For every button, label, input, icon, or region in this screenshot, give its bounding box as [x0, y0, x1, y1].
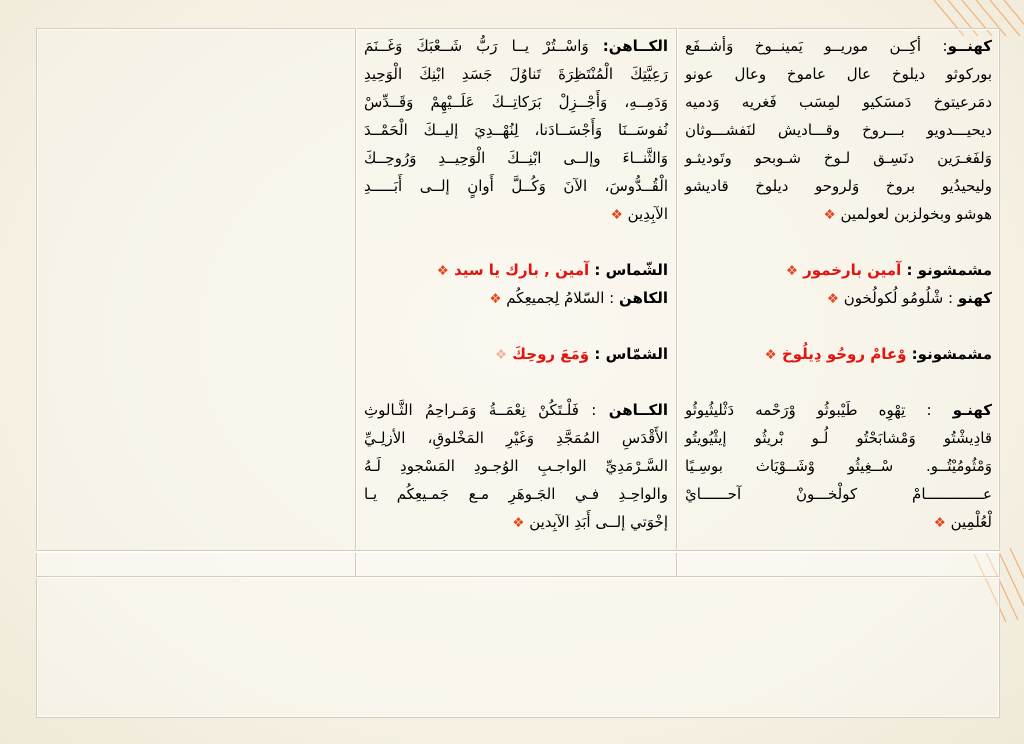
bullet-icon: ❖	[436, 263, 449, 279]
line-content	[364, 457, 668, 475]
bullet-icon: ❖	[785, 263, 798, 279]
prayer-text: : شْلُومُو لُكولُخون	[839, 289, 958, 307]
text-line	[685, 256, 992, 284]
prayer-text: وَاسْــتُرْ يــا رَبُّ شَــعْبَكَ وَغَــنَمَ	[364, 37, 603, 55]
prayer-text: : أكِــن موريــو يَمينــوخ وَأشــفَع	[685, 37, 948, 55]
bullet-icon: ❖	[823, 207, 836, 223]
line-content	[364, 37, 668, 55]
text-line	[685, 508, 992, 536]
response-text: آمين , بارك يا سيد	[448, 261, 590, 279]
text-block	[685, 340, 992, 368]
text-line	[685, 172, 992, 200]
line-content	[685, 401, 992, 419]
text-line	[364, 452, 668, 480]
prayer-text: : تِهْوِه طَيْبوثُو وْرَحْمه دَثْليثُيوثُو	[685, 401, 953, 419]
text-line	[364, 88, 668, 116]
prayer-text: وليحيدُيو بروخ وَلروحو ديلوخ قاديشو	[685, 177, 992, 195]
utterance	[685, 340, 992, 368]
text-line	[685, 452, 992, 480]
text-block	[364, 396, 668, 536]
text-line	[685, 424, 992, 452]
speaker-label: مشمشونو :	[901, 261, 992, 279]
line-content	[364, 149, 668, 167]
utterance	[364, 396, 668, 536]
prayer-text: والواحِـدِ فـي الجَـوهَرِ مـع جَمـيعِكُم يـا	[364, 485, 668, 503]
text-line	[685, 32, 992, 60]
prayer-text: عـــــــــــــامْ كولْخـــونْ آحــــــايْ	[685, 485, 992, 503]
bullet-icon: ❖	[512, 515, 525, 531]
prayer-text: السَّـرْمَدِيِّ الواجـبِ الوُجـودِ المَسْجودِ لَـهُ	[364, 457, 668, 475]
text-block	[685, 32, 992, 228]
text-line	[364, 480, 668, 508]
prayer-text: : السّلامُ لِجميعِكُم	[501, 289, 619, 307]
line-content	[685, 37, 992, 55]
text-line	[685, 480, 992, 508]
text-line	[364, 284, 668, 312]
line-content	[685, 65, 992, 83]
text-line	[364, 424, 668, 452]
table-cell-arabic-text	[356, 28, 676, 548]
prayer-text: لْعُلْمِين	[945, 513, 992, 531]
stripe-line	[998, 550, 1024, 618]
utterance	[364, 32, 668, 228]
speaker-label: مشمشونو:	[906, 345, 992, 363]
text-block	[685, 396, 992, 536]
line-content	[786, 261, 992, 279]
speaker-label: الشمّاس :	[589, 345, 668, 363]
line-content	[685, 93, 992, 111]
speaker-label: كهنـو	[952, 401, 992, 419]
line-content	[827, 289, 992, 307]
line-content	[611, 205, 668, 223]
prayer-text: وَلفَغـرَين دنَسِـق لـوخ شـوبحو وتَوديثـو	[685, 149, 992, 167]
utterance	[685, 396, 992, 536]
utterance	[685, 256, 992, 284]
bullet-icon: ❖	[826, 291, 840, 307]
text-block	[685, 256, 992, 312]
utterance	[685, 284, 992, 312]
prayer-text: الْقُــدُّوسَ، الآنَ وَكُــلَّ أَوانٍ إلــى أَبَـــــدِ	[364, 177, 668, 195]
line-content	[512, 513, 668, 531]
text-line	[685, 200, 992, 228]
text-block	[364, 32, 668, 228]
line-content	[489, 289, 668, 307]
text-line	[364, 116, 668, 144]
prayer-text: إخْوَتي إلــى أَبَدِ الآبِدين	[524, 513, 668, 531]
speaker-label: الكــاهن:	[602, 37, 668, 55]
speaker-label: كهنــو	[947, 37, 992, 55]
response-text: آمين بارخمور	[797, 261, 902, 279]
prayer-text: : فَلْـتَكُنْ نِعْمَــةُ وَمَـراحِمُ الثَّـالوثِ	[364, 401, 609, 419]
prayer-text: وَدَمِــهِ، وَأَجْــزِلْ بَرَكاتِــكَ عَلَــيْهِمْ وَقَــدِّسْ	[364, 93, 668, 111]
prayer-text: الآبِدِين	[622, 205, 668, 223]
stripe-line	[1010, 548, 1024, 616]
text-line	[685, 60, 992, 88]
speaker-label: الشّماس :	[589, 261, 668, 279]
text-line	[364, 340, 668, 368]
line-content	[364, 65, 668, 83]
prayer-text: ديحيـــدويو بـــروخ وقـــاديش لنَفشـــوثان	[685, 121, 992, 139]
line-content	[685, 429, 992, 447]
line-content	[364, 177, 668, 195]
line-content	[934, 513, 992, 531]
prayer-text: هوشو وبخولزبن لعولمين	[835, 205, 992, 223]
utterance	[364, 284, 668, 312]
line-content	[685, 457, 992, 475]
line-content	[765, 345, 992, 363]
prayer-text: رَعِيَّتِكَ الْمُنْتَظِرَةَ تَناوُلَ جَسَدِ ابْنِكَ الْوَحِيدِ	[364, 65, 668, 83]
speaker-label: الكاهن	[618, 289, 668, 307]
text-line	[685, 88, 992, 116]
speaker-label: الكــاهن	[608, 401, 668, 419]
prayer-text: وَمْثُومُيْتُــو. سْــغِيثُو وْشَــوْيَاث بوسِـيًا	[685, 457, 992, 475]
text-line	[364, 144, 668, 172]
prayer-text: بوركوثو ديلوخ عال عاموخ وعال عونو	[685, 65, 992, 83]
text-line	[685, 340, 992, 368]
prayer-text: قادِيشْتُو وَمْشابَحْتُو لُـو بْريثُو إيثْيُويتُو	[685, 429, 992, 447]
stripe-line	[1004, 0, 1024, 36]
text-line	[364, 508, 668, 536]
prayer-text: الأَقْدَسِ المُمَجَّدِ وَغَيْرِ المَخْلوقِ، الأزلِـيِّ	[364, 429, 668, 447]
text-line	[685, 144, 992, 172]
line-content	[685, 177, 992, 195]
line-content	[364, 485, 668, 503]
line-content	[685, 121, 992, 139]
utterance	[685, 32, 992, 228]
text-line	[364, 200, 668, 228]
line-content	[364, 401, 668, 419]
bullet-icon: ❖	[610, 207, 623, 223]
line-content	[685, 485, 992, 503]
utterance	[364, 340, 668, 368]
response-text: وْعامْ روحُو دِيلُوخ	[776, 345, 907, 363]
prayer-text: دمَرعيتوخ دَمسَكيو لمِسَب فَغريه وَدميه	[685, 93, 992, 111]
text-line	[364, 396, 668, 424]
text-line	[685, 396, 992, 424]
text-line	[364, 256, 668, 284]
line-content	[364, 93, 668, 111]
bullet-icon: ❖	[489, 291, 502, 307]
text-block	[364, 340, 668, 368]
bullet-icon: ❖	[494, 347, 508, 363]
bullet-icon: ❖	[933, 515, 946, 531]
utterance	[364, 256, 668, 284]
text-line	[364, 32, 668, 60]
text-line	[364, 172, 668, 200]
text-line	[685, 284, 992, 312]
prayer-text: وَالثَّنــاءَ وإلــى ابْنِــكَ الْوَحِيــدِ وَرُوحِــكَ	[364, 149, 668, 167]
response-text: وَمَعَ روحِكَ	[507, 345, 590, 363]
speaker-label: كهنو	[957, 289, 992, 307]
table-cell-garshuni-text	[677, 28, 1000, 548]
line-content	[824, 205, 992, 223]
line-content	[364, 429, 668, 447]
text-line	[364, 60, 668, 88]
line-content	[495, 345, 668, 363]
prayer-text: نُفوسَــنَا وَأَجْسَــادَنا، لِنُهْــدِيَ إليــكَ الْحَمْــدَ	[364, 121, 668, 139]
line-content	[364, 121, 668, 139]
text-block	[364, 256, 668, 312]
table-cell-empty-left	[37, 29, 355, 550]
line-content	[685, 149, 992, 167]
row-divider	[36, 550, 1000, 553]
text-line	[685, 116, 992, 144]
bullet-icon: ❖	[764, 347, 777, 363]
table-cell-empty-bottom	[37, 578, 999, 717]
line-content	[437, 261, 668, 279]
